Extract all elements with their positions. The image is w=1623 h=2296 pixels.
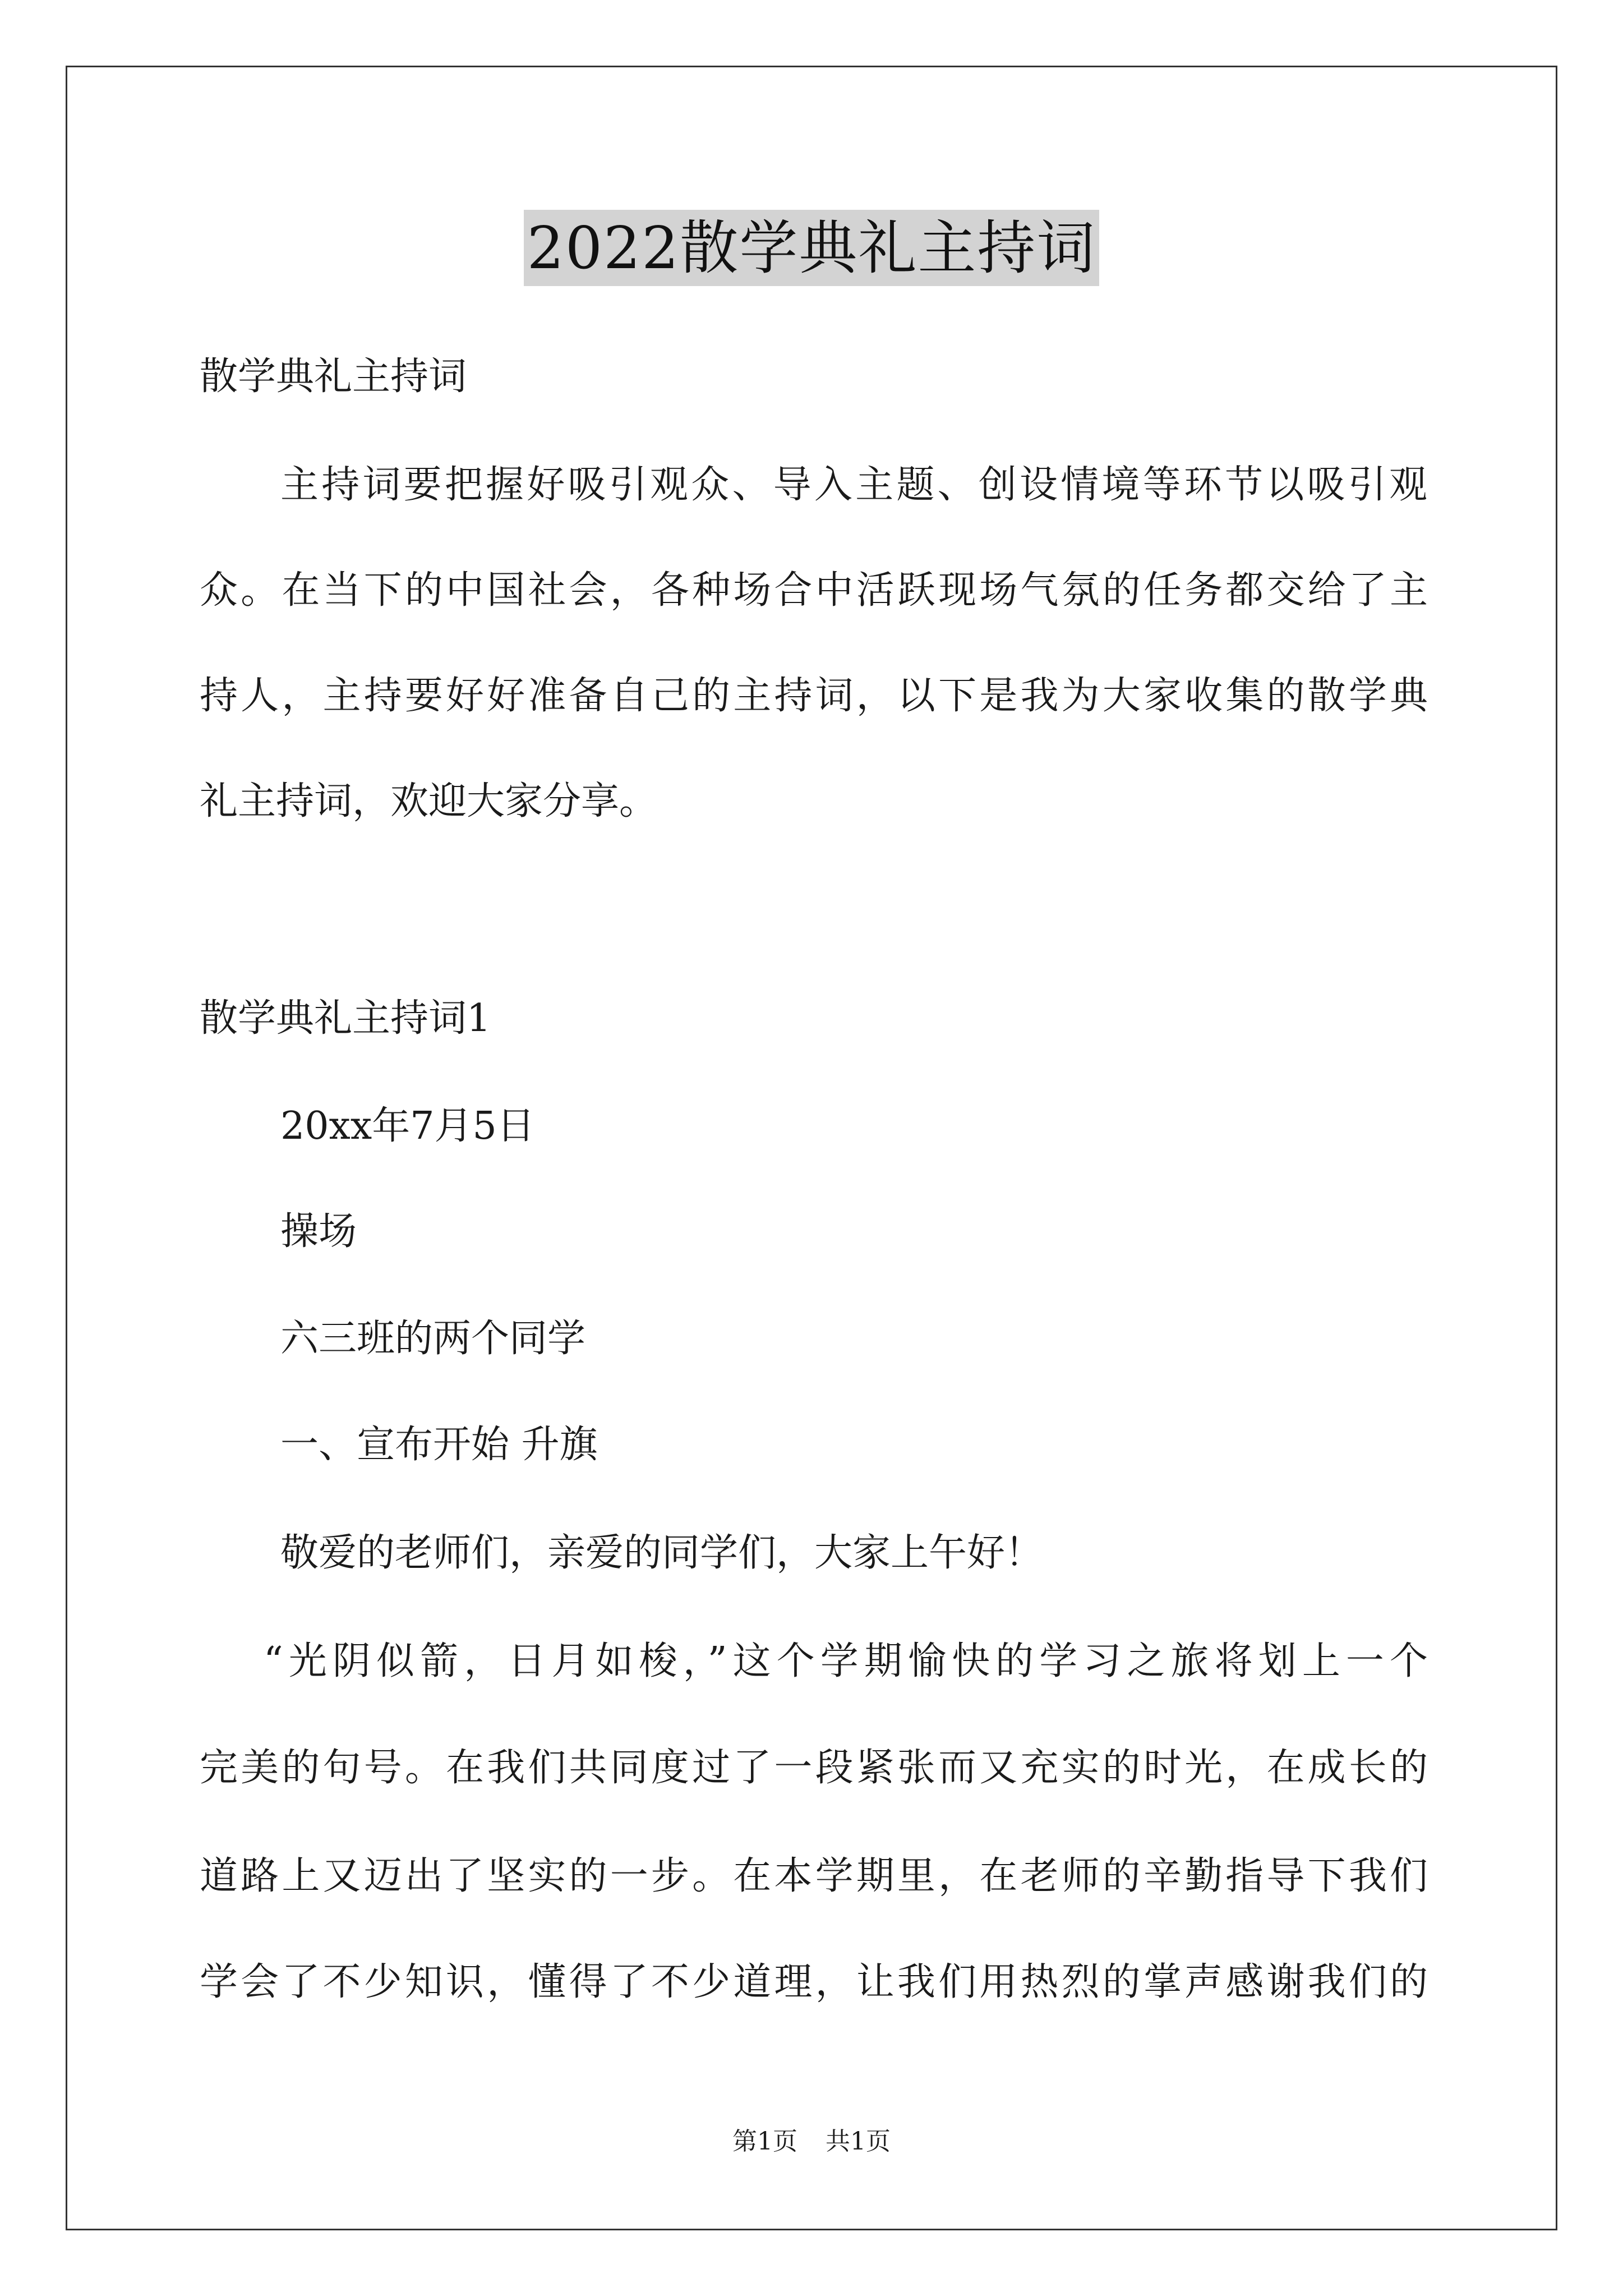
document-title: 2022散学典礼主持词 (524, 210, 1100, 286)
body-line-4: 学会了不少知识，懂得了不少道理，让我们用热烈的掌声感谢我们的 (200, 1960, 1428, 2004)
intro-line-2: 众。在当下的中国社会，各种场合中活跃现场气氛的任务都交给了主 (200, 568, 1428, 613)
greeting-line: 敬爱的老师们，亲爱的同学们，大家上午好！ (280, 1531, 1044, 1575)
date-line: 20xx年7月5日 (280, 1104, 535, 1148)
part-one-heading: 一、宣布开始 升旗 (280, 1423, 598, 1467)
host-line: 六三班的两个同学 (280, 1317, 586, 1361)
body-line-3: 道路上又迈出了坚实的一步。在本学期里，在老师的辛勤指导下我们 (200, 1854, 1428, 1898)
body-line-1: “光阴似箭，日月如梭，”这个学期愉快的学习之旅将划上一个 (264, 1639, 1428, 1683)
page-footer (0, 2125, 1623, 2159)
body-line-2: 完美的句号。在我们共同度过了一段紧张而又充实的时光，在成长的 (200, 1746, 1428, 1790)
subtitle: 散学典礼主持词 (200, 355, 467, 399)
intro-line-3: 持人，主持要好好准备自己的主持词，以下是我为大家收集的散学典 (200, 674, 1428, 718)
section-heading: 散学典礼主持词1 (200, 996, 491, 1041)
page-number-current: 第1页 (732, 2127, 797, 2156)
title-wrapper (0, 210, 1623, 286)
page-number-total: 共1页 (826, 2127, 891, 2156)
place-line: 操场 (280, 1209, 357, 1254)
intro-line-4: 礼主持词，欢迎大家分享。 (200, 779, 658, 823)
intro-line-1: 主持词要把握好吸引观众、导入主题、创设情境等环节以吸引观 (280, 463, 1427, 507)
